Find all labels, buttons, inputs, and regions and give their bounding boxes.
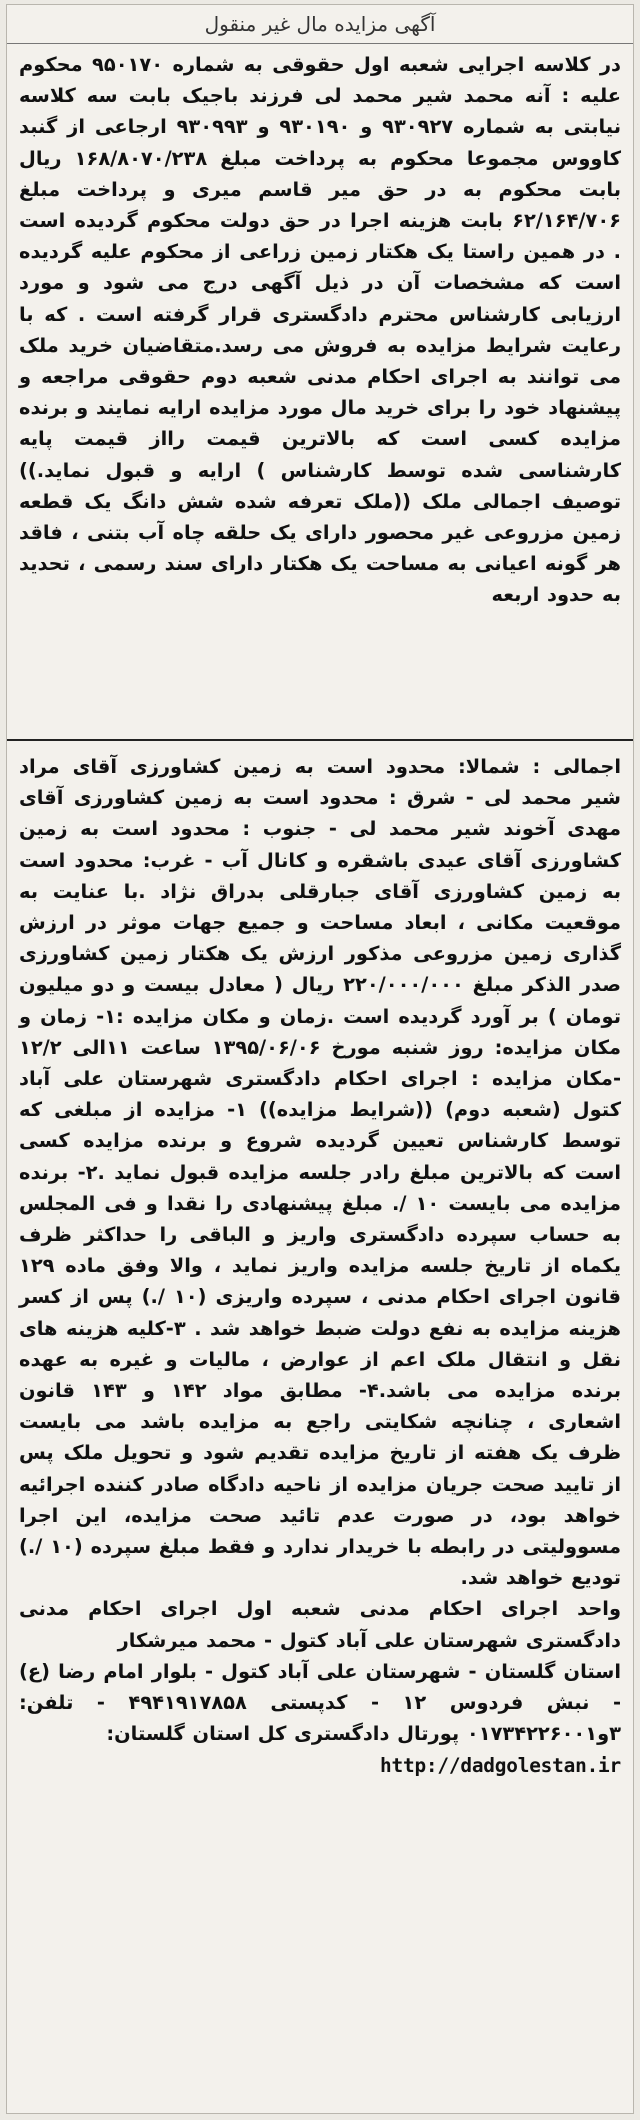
notice-address <box>19 1656 621 1781</box>
column-divider <box>7 739 633 741</box>
newspaper-clipping <box>6 4 634 2114</box>
notice-signature: واحد اجرای احکام مدنی شعبه اول اجرای احکام مدنی دادگستری شهرستان علی آباد کتول - محمد میرشکار <box>19 1597 621 1652</box>
notice-column-1 <box>19 49 621 729</box>
notice-title: آگهی مزایده مال غیر منقول <box>7 5 633 44</box>
notice-column-2 <box>19 751 621 2106</box>
notice-address-text: استان گلستان - شهرستان علی آباد کتول - بلوار امام رضا (ع) - نبش فردوس ۱۲ - کدپستی ۴۹۴۱۹۱۷۸۵۸ - تلفن: ۳و۰۱۷۳۴۲۲۶۰۰۱ پورتال دادگستری کل استان گلستان: <box>19 1659 621 1746</box>
notice-paragraph-intro: در کلاسه اجرایی شعبه اول حقوقی به شماره ۹۵۰۱۷۰ محکوم علیه : آنه محمد شیر محمد لی فرزند باجیک بابت سه کلاسه نیابتی به شماره ۹۳۰۹۲۷ و ۹۳۰۱۹۰ و ۹۳۰۹۹۳ ارجاعی از گنبد کاووس مجموعا محکوم به پرداخت مبلغ ۱۶۸/۸۰۷۰/۲۳۸ ریال بابت محکوم به در حق میر قاسم میری و پرداخت مبلغ ۶۲/۱۶۴/۷۰۶ بابت هزینه اجرا در حق دولت محکوم گردیده است . در همین راستا یک هکتار زمین زراعی از محکوم علیه گردیده است که مشخصات آن در ذیل آگهی درج می شود و مورد ارزیابی کارشناس محترم دادگستری قرار گرفته است . که با رعایت شرایط مزایده به فروش می رسد.متقاضیان خرید ملک می توانند به اجرای احکام مدنی شعبه دوم حقوقی مراجعه و پیشنهاد خود را برای خرید مال مورد مزایده ارایه نمایند و برنده مزایده کسی است که بالاترین قیمت رااز قیمت پایه کارشناسی شده توسط کارشناس ) ارایه و قبول نماید.)) توصیف اجمالی ملک ((ملک تعرفه شده شش دانگ یک قطعه زمین مزروعی غیر محصور دارای یک حلقه چاه آب بتنی ، فاقد هر گونه اعیانی به مساحت یک هکتار دارای سند رسمی ، تحدید به حدود اربعه <box>19 53 621 607</box>
notice-paragraph-terms: اجمالی : شمالا: محدود است به زمین کشاورزی آقای مراد شیر محمد لی - شرق : محدود است به زمین کشاورزی آقای مهدی آخوند شیر محمد لی - جنوب : محدود است به زمین کشاورزی آقای عیدی باشقره و کانال آب - غرب: محدود است به زمین کشاورزی آقای جبارقلی بدراق نژاد .با عنایت به موقعیت مکانی ، ابعاد مساحت و جمیع جهات موثر در ارزش گذاری زمین مزروعی مذکور ارزش یک هکتار زمین کشاورزی صدر الذکر مبلغ ۲۲۰/۰۰۰/۰۰۰ ریال ( معادل بیست و دو میلیون تومان ) بر آورد گردیده است .زمان و مکان مزایده :۱- زمان و مکان مزایده: روز شنبه مورخ ۱۳۹۵/۰۶/۰۶ ساعت ۱۱الی ۱۲/۲ -مکان مزایده : اجرای احکام دادگستری شهرستان علی آباد کتول (شعبه دوم) ((شرایط مزایده)) ۱- مزایده از مبلغی که توسط کارشناس تعیین گردیده شروع و برنده مزایده کسی است که بالاترین مبلغ رادر جلسه مزایده قبول نماید .۲- برنده مزایده می بایست ۱۰ /. مبلغ پیشنهادی را نقدا و فی المجلس به حساب سپرده دادگستری واریز و الباقی را حداکثر ظرف یکماه از تاریخ جلسه مزایده واریز نماید ، والا وفق ماده ۱۲۹ قانون اجرای احکام مدنی ، سپرده واریزی (۱۰ /.) پس از کسر هزینه مزایده به نفع دولت ضبط خواهد شد . ۳-کلیه هزینه های نقل و انتقال ملک اعم از عوارض ، مالیات و غیره به عهده برنده مزایده می باشد.۴- مطابق مواد ۱۴۲ و ۱۴۳ قانون اشعاری ، چنانچه شکایتی راجع به مزایده باشد می بایست ظرف یک هفته از تاریخ مزایده تقدیم شود و تحویل ملک پس از تایید صحت جریان مزایده از ناحیه دادگاه صادر کننده اجرائیه خواهد بود، در صورت عدم تائید صحت مزایده، این اجرا مسوولیتی در رابطه با خریدار ندارد و فقط مبلغ سپرده (۱۰ /.) تودیع خواهد شد. <box>19 755 622 1590</box>
portal-url-link[interactable]: http://dadgolestan.ir <box>380 1753 621 1777</box>
